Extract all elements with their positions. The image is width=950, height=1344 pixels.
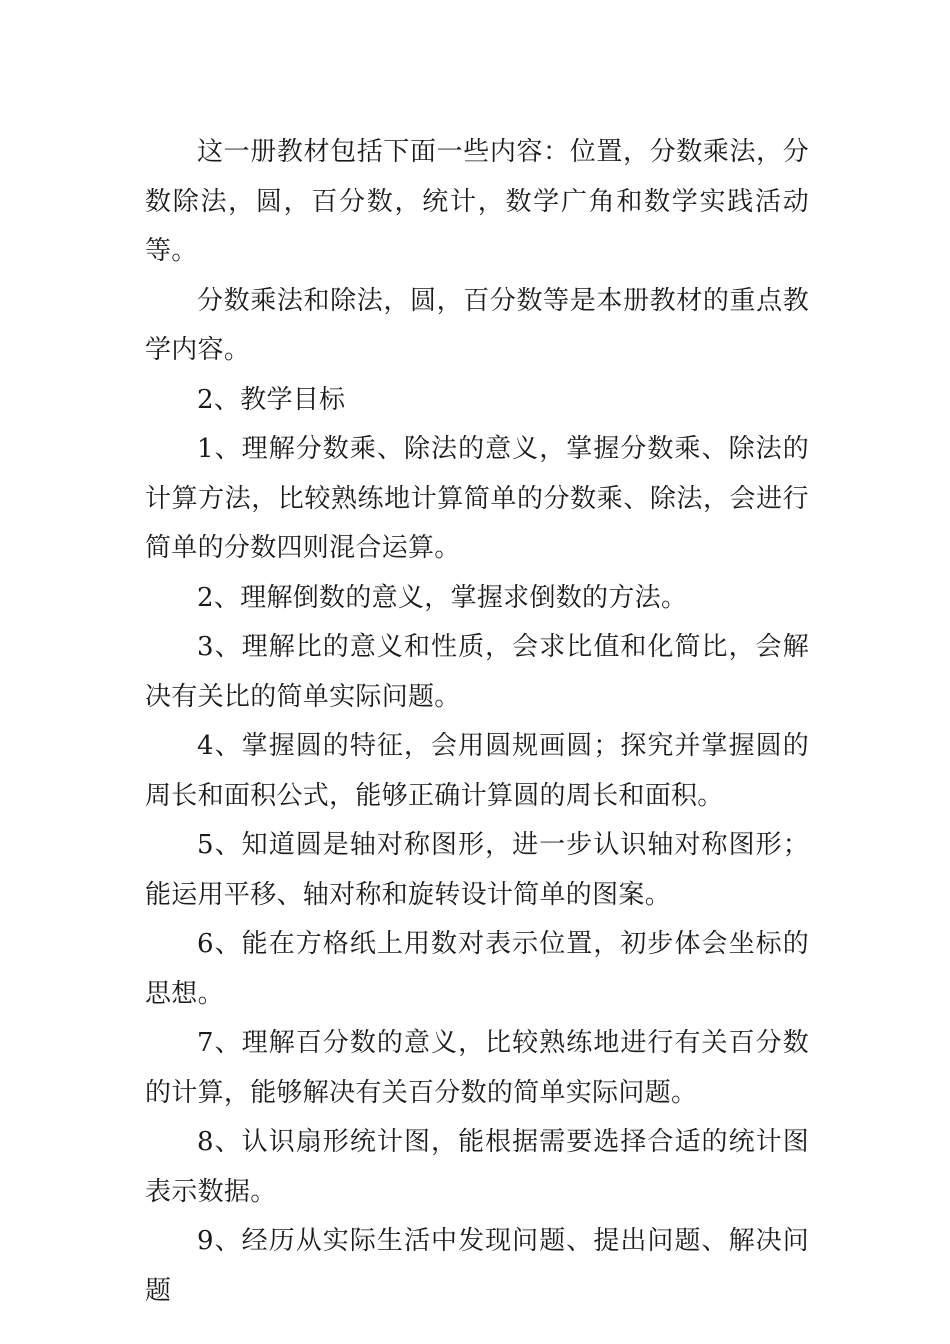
goal-item-1: 1、理解分数乘、除法的意义，掌握分数乘、除法的计算方法，比较熟练地计算简单的分数乘、除法，会进行简单的分数四则混合运算。 [145, 434, 809, 563]
goal-item-8: 8、认识扇形统计图，能根据需要选择合适的统计图表示数据。 [145, 1127, 809, 1207]
goal-item-2: 2、理解倒数的意义，掌握求倒数的方法。 [197, 582, 688, 613]
section-heading-teaching-goals: 2、教学目标 [197, 384, 346, 415]
goal-item-4: 4、掌握圆的特征，会用圆规画圆；探究并掌握圆的周长和面积公式，能够正确计算圆的周长和面积。 [145, 731, 809, 811]
goal-item-3: 3、理解比的意义和性质，会求比值和化简比，会解决有关比的简单实际问题。 [145, 632, 809, 712]
goal-item-6: 6、能在方格纸上用数对表示位置，初步体会坐标的思想。 [145, 929, 809, 1009]
goal-item-7: 7、理解百分数的意义，比较熟练地进行有关百分数的计算，能够解决有关百分数的简单实际问题。 [145, 1028, 809, 1108]
paragraph-key-content: 分数乘法和除法，圆，百分数等是本册教材的重点教学内容。 [145, 285, 809, 365]
paragraph-content-intro: 这一册教材包括下面一些内容：位置，分数乘法，分数除法，圆，百分数，统计，数学广角和数学实践活动等。 [145, 137, 809, 266]
goal-item-9: 9、经历从实际生活中发现问题、提出问题、解决问题 [145, 1226, 809, 1306]
document-body [145, 128, 809, 1316]
goal-item-5: 5、知道圆是轴对称图形，进一步认识轴对称图形；能运用平移、轴对称和旋转设计简单的图案。 [145, 830, 809, 910]
